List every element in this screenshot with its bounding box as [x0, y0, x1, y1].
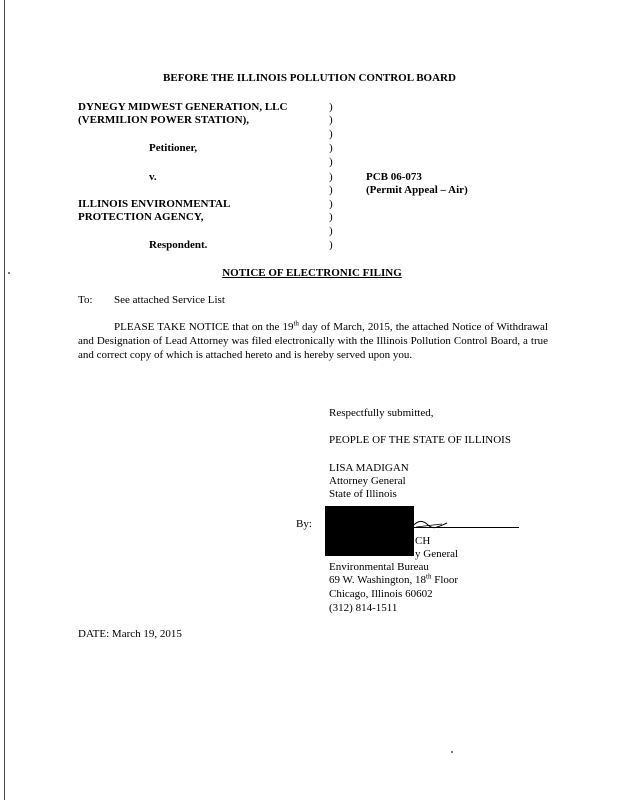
- caption-paren: ): [329, 156, 333, 168]
- caption-paren: ): [329, 114, 333, 126]
- petitioner-facility: (VERMILION POWER STATION),: [78, 114, 250, 126]
- notice-body-paragraph: [78, 320, 548, 362]
- attorney-general-title: Attorney General: [329, 475, 406, 487]
- address-part2: Floor: [431, 574, 459, 586]
- attorney-name-fragment: CH: [415, 535, 431, 547]
- redaction-box: [325, 506, 414, 556]
- to-label: To:: [78, 294, 93, 306]
- scan-speck: [8, 272, 10, 274]
- by-label: By:: [296, 518, 312, 530]
- caption-paren: ): [329, 142, 333, 154]
- office-city: Chicago, Illinois 60602: [329, 588, 433, 600]
- respondent-name-line2: PROTECTION AGENCY,: [78, 211, 204, 223]
- respondent-name-line1: ILLINOIS ENVIRONMENTAL: [78, 198, 231, 210]
- signature-scribble: [412, 519, 448, 529]
- scan-edge-line: [4, 0, 5, 800]
- office-address: [329, 574, 458, 587]
- caption-paren: ): [329, 211, 333, 223]
- case-number: PCB 06-073: [366, 171, 422, 183]
- office-phone: (312) 814-1511: [329, 602, 398, 614]
- caption-paren: ): [329, 239, 333, 251]
- document-heading: BEFORE THE ILLINOIS POLLUTION CONTROL BOARD: [163, 72, 456, 84]
- caption-paren: ): [329, 171, 333, 183]
- scan-speck: [451, 751, 453, 753]
- petitioner-name: DYNEGY MIDWEST GENERATION, LLC: [78, 101, 288, 113]
- caption-paren: ): [329, 184, 333, 196]
- body-text-part2: day of March, 2015, the attached Notice of Withdrawal and Designation of Lead Attorney was filed electronically with the Illinois Pollution Control Board, a true and correct copy of which is attached hereto and is hereby served upon you.: [78, 321, 548, 361]
- versus-label: v.: [149, 171, 157, 183]
- to-value: See attached Service List: [114, 294, 225, 306]
- closing-text: Respectfully submitted,: [329, 407, 434, 419]
- respondent-role: Respondent.: [149, 239, 208, 251]
- caption-paren: ): [329, 101, 333, 113]
- attorney-general-state: State of Illinois: [329, 488, 397, 500]
- caption-paren: ): [329, 225, 333, 237]
- body-text-part1: PLEASE TAKE NOTICE that on the 19: [114, 321, 294, 333]
- address-ordinal-suffix: th: [426, 572, 432, 581]
- bureau-name: Environmental Bureau: [329, 561, 429, 573]
- notice-title: NOTICE OF ELECTRONIC FILING: [222, 267, 402, 279]
- body-ordinal-suffix: th: [293, 319, 299, 328]
- address-part1: 69 W. Washington, 18: [329, 574, 427, 586]
- petitioner-role: Petitioner,: [149, 142, 198, 154]
- party-name: PEOPLE OF THE STATE OF ILLINOIS: [329, 434, 511, 446]
- attorney-title-fragment: y General: [415, 548, 459, 560]
- case-type: (Permit Appeal – Air): [366, 184, 468, 196]
- caption-paren: ): [329, 198, 333, 210]
- caption-paren: ): [329, 128, 333, 140]
- attorney-general-name: LISA MADIGAN: [329, 462, 409, 474]
- date-line: DATE: March 19, 2015: [78, 628, 182, 640]
